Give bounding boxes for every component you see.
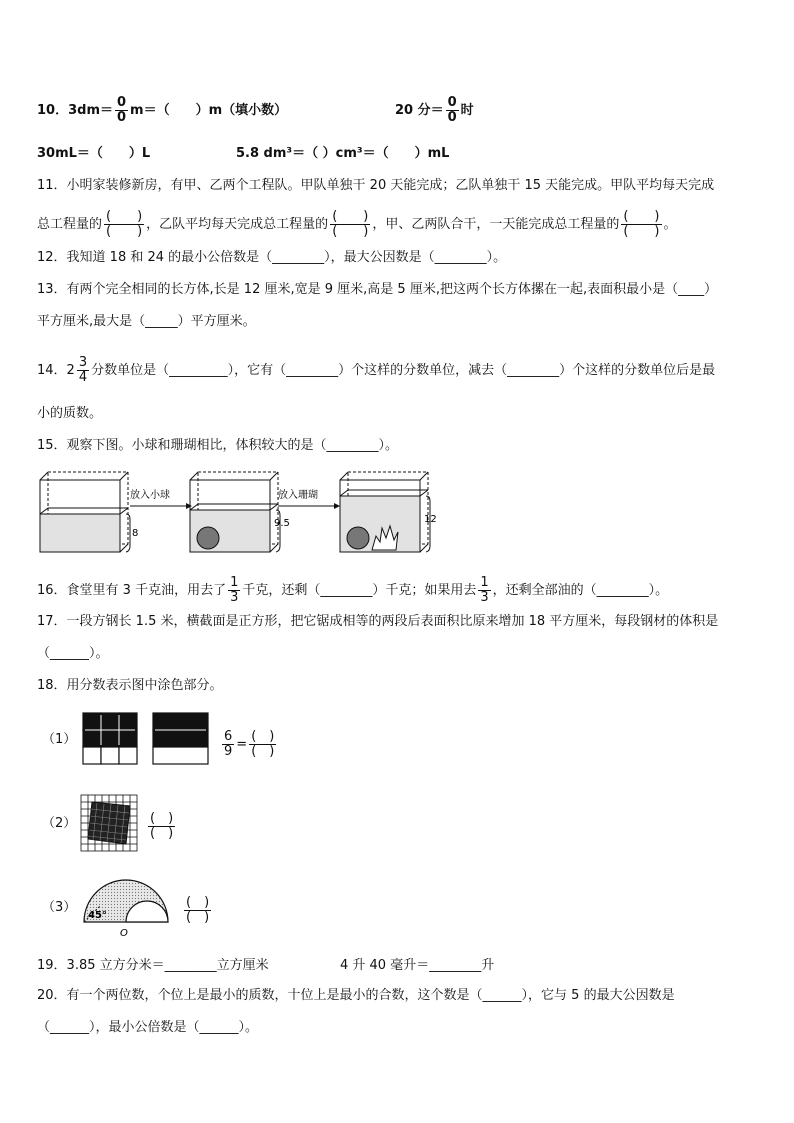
q19-a: 19．3.85 立方分米＝________立方厘米: [37, 958, 269, 973]
q16-frac1-top: 1: [230, 575, 239, 590]
q18-part3-label: （3）: [42, 900, 77, 915]
q15-text: 15．观察下图。小球和珊瑚相比，体积较大的是（________）。: [37, 438, 399, 453]
container-ball: [190, 472, 280, 552]
q11-frac-3-bot: ( ): [623, 224, 660, 239]
q18-p2-blank-bot: ( ): [150, 826, 174, 841]
q18-p1-blank-bot: ( ): [251, 744, 275, 759]
q10-line1-right: [395, 96, 474, 125]
q17-line1: 17．一段方钢长 1.5 米，横截面是正方形，把它锯成相等的两段后表面积比原来增加 18 平方厘米，每段钢材的体积是: [37, 614, 719, 629]
q16-a: 16．食堂里有 3 千克油，用去了: [37, 583, 227, 598]
q11-frac-2: [330, 210, 370, 239]
q10-a-left: 3dm＝: [68, 103, 113, 118]
q18-p2-blank-top: ( ): [150, 811, 174, 826]
q15-figure: [38, 466, 440, 556]
q11-line1: 11．小明家装修新房，有甲、乙两个工程队。甲队单独干 20 天能完成；乙队单独干 15 天能完成。甲队平均每天完成: [37, 178, 715, 193]
q10-line1: [37, 96, 287, 125]
q12-text: 12．我知道 18 和 24 的最小公倍数是（________），最大公因数是（________）。: [37, 250, 507, 265]
q10-b-fraction: [446, 96, 459, 125]
q11-line2: [37, 210, 677, 239]
q14-rest: 分数单位是（_________），它有（________）个这样的分数单位，减去（________）个这样的分数单位后是最: [91, 363, 716, 378]
height-label-3: 12: [424, 514, 437, 525]
q16-frac-1: [228, 576, 240, 605]
height-label-2: 9.5: [274, 518, 290, 529]
q17-line2: （______）。: [37, 646, 109, 661]
q14-number: 14．: [37, 363, 67, 378]
q16-c: ，还剩全部油的（________）。: [492, 583, 669, 598]
q20-line2: （______），最小公倍数是（______）。: [37, 1020, 259, 1035]
q10-b-frac-top: 0: [447, 95, 457, 110]
height-label-1: 8: [132, 528, 139, 539]
q11-frac-3: [621, 210, 661, 239]
q18-part1-grid-b: [152, 712, 210, 768]
q10-a-frac-top: 0: [117, 95, 127, 110]
q10-a-eq: ＝（ ）m（填小数）: [143, 103, 288, 118]
q16-frac2-top: 1: [480, 575, 489, 590]
angle-label: 45°: [88, 910, 107, 921]
q16-frac1-bot: 3: [230, 590, 239, 605]
q11-line2-d: 。: [663, 217, 677, 232]
q18-part1-grid-a: [82, 712, 140, 768]
q18-part1-label: （1）: [42, 732, 77, 747]
q13-line1: 13．有两个完全相同的长方体,长是 12 厘米,宽是 9 厘米,高是 5 厘米,把这两个长方体摞在一起,表面积最小是（____）: [37, 282, 718, 297]
q10-d: 5.8 dm³＝（ ）cm³＝（ ）mL: [236, 146, 450, 161]
q18-title: 18．用分数表示图中涂色部分。: [37, 678, 223, 693]
q10-b-left: 20 分＝: [395, 103, 444, 118]
q11-frac-3-top: ( ): [623, 209, 660, 224]
q18-eq-fraction: [222, 730, 234, 759]
q10-c: 30mL＝（ ）L: [37, 146, 151, 161]
q18-eq-top: 6: [224, 729, 233, 744]
q16-line: [37, 576, 668, 605]
q10-b-frac-bot: 0: [447, 110, 457, 125]
q10-a-unit: m: [130, 103, 144, 118]
q18-part3-figure: [80, 876, 180, 938]
q18-part2-answer-wrap: [146, 812, 177, 841]
q11-line2-a: 总工程量的: [37, 217, 103, 232]
q16-frac2-bot: 3: [480, 590, 489, 605]
q16-b: 千克，还剩（________）千克；如果用去: [242, 583, 477, 598]
arrow1-label: 放入小球: [130, 490, 170, 501]
q11-line2-c: ，甲、乙两队合干，一天能完成总工程量的: [372, 217, 620, 232]
q14-whole: 2: [66, 363, 75, 378]
container-empty: [40, 472, 130, 552]
q11-frac-2-bot: ( ): [332, 224, 369, 239]
q20-line1: 20．有一个两位数，个位上是最小的质数，十位上是最小的合数，这个数是（______），它与 5 的最大公因数是: [37, 988, 675, 1003]
q18-part3-answer-wrap: [182, 896, 213, 925]
q14-frac-top: 3: [78, 355, 88, 370]
q10-a-frac-bot: 0: [117, 110, 127, 125]
container-coral: [340, 472, 430, 552]
arrow2-label: 放入珊瑚: [278, 490, 318, 501]
q18-part1-answer: [249, 730, 276, 759]
q18-eq-bot: 9: [224, 744, 233, 759]
q18-p3-blank-top: ( ): [186, 895, 210, 910]
q18-part2-label: （2）: [42, 816, 77, 831]
q11-frac-1-bot: ( ): [106, 224, 143, 239]
q14-frac-bot: 4: [78, 370, 88, 385]
q14-line2: 小的质数。: [37, 406, 103, 421]
q18-part1-equation: [220, 730, 278, 759]
center-label: O: [120, 928, 128, 938]
q10-number: 10．: [37, 103, 69, 118]
q18-eq-sign: =: [236, 737, 248, 752]
q13-line2: 平方厘米,最大是（_____）平方厘米。: [37, 314, 256, 329]
q11-frac-2-top: ( ): [332, 209, 369, 224]
q16-frac-2: [478, 576, 490, 605]
q18-p1-blank-top: ( ): [251, 729, 275, 744]
q11-line2-b: ，乙队平均每天完成总工程量的: [146, 217, 329, 232]
q10-a-fraction: [115, 96, 128, 125]
q19-b: 4 升 40 毫升＝________升: [340, 958, 495, 973]
q11-frac-1: [104, 210, 144, 239]
q14-fraction: [77, 356, 89, 385]
q14-line1: [37, 356, 715, 385]
q11-frac-1-top: ( ): [106, 209, 143, 224]
q18-p3-blank-bot: ( ): [186, 910, 210, 925]
q18-part2-grid: [80, 794, 142, 854]
q18-part2-answer: [148, 812, 175, 841]
q18-part3-answer: [184, 896, 211, 925]
q10-b-unit: 时: [460, 103, 474, 118]
